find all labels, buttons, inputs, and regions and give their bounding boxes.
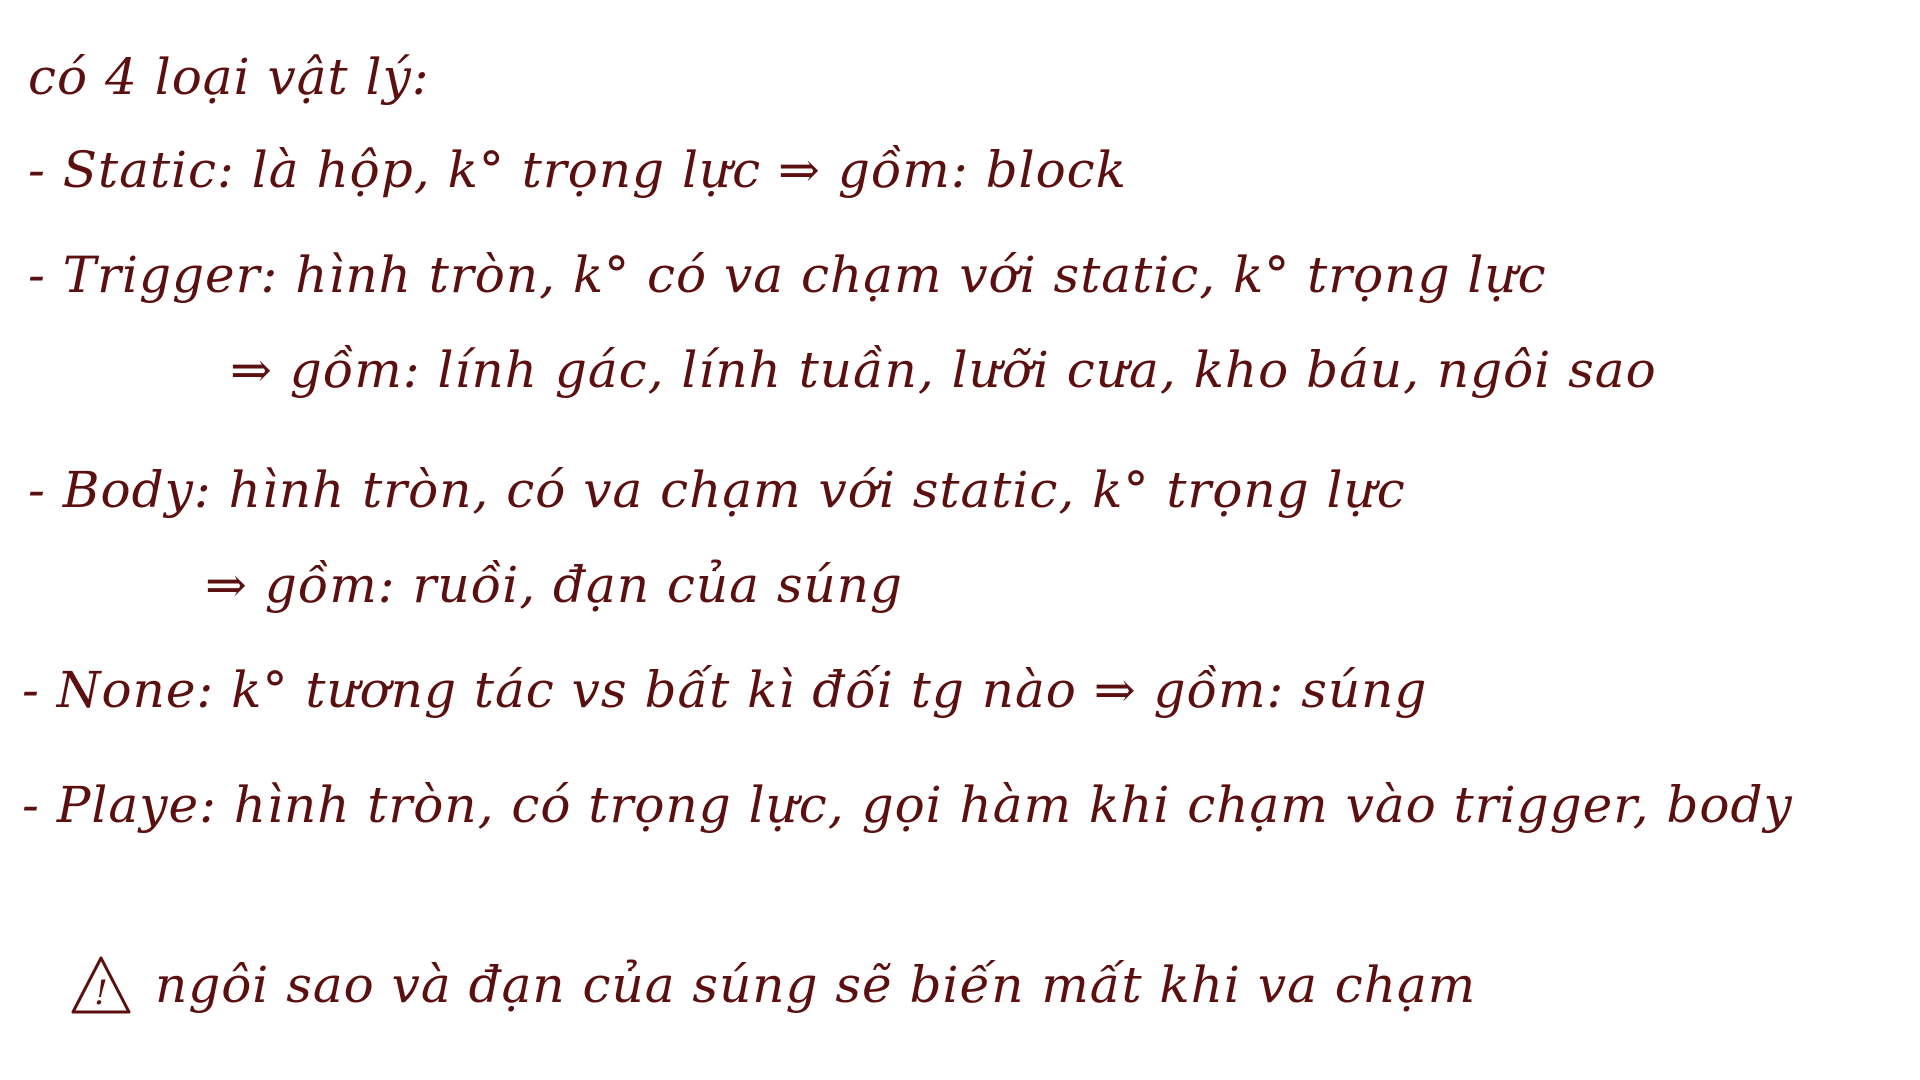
note-line-static: - Static: là hộp, k° trọng lực ⇒ gồm: block bbox=[28, 141, 1127, 199]
note-warning-text: ngôi sao và đạn của súng sẽ biến mất khi va chạm bbox=[155, 956, 1477, 1014]
note-line-body-members: ⇒ gồm: ruồi, đạn của súng bbox=[205, 556, 903, 614]
note-line-player: - Playe: hình tròn, có trọng lực, gọi hàm khi chạm vào trigger, body bbox=[22, 776, 1793, 834]
note-line-body: - Body: hình tròn, có va chạm với static, k° trọng lực bbox=[28, 461, 1406, 519]
warning-symbol: ! bbox=[94, 973, 108, 1013]
warning-triangle-icon bbox=[65, 950, 135, 1020]
note-line-trigger: - Trigger: hình tròn, k° có va chạm với static, k° trọng lực bbox=[28, 246, 1547, 304]
note-title: có 4 loại vật lý: bbox=[28, 48, 430, 106]
note-line-none: - None: k° tương tác vs bất kì đối tg nào ⇒ gồm: súng bbox=[22, 661, 1428, 719]
note-line-trigger-members: ⇒ gồm: lính gác, lính tuần, lưỡi cưa, kho báu, ngôi sao bbox=[230, 341, 1657, 399]
